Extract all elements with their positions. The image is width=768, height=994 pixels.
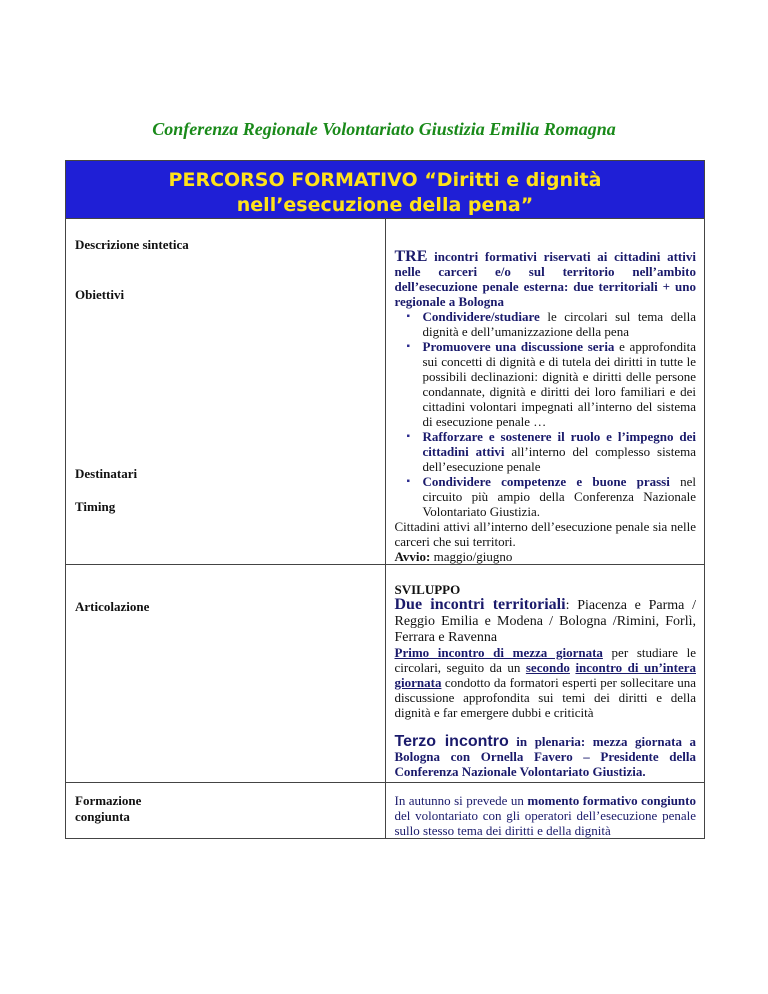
obiettivo-item: ▪ Condividere competenze e buone prassi nel circuito più ampio della Conferenza Nazionale Volontariato Giustizia. <box>406 474 696 519</box>
obiettivo-item: ▪ Promuovere una discussione seria e approfondita sui concetti di dignità e di tutela dei diritti in tutte le possibili declinazioni: dignità e diritti delle persone condannate, dignità e diritti dei loro familiari e dei cittadini volontari impegnati all’interno del sistema di esecuzione penale … <box>406 339 696 429</box>
obiettivi-list <box>395 309 697 519</box>
obiettivo-item: ▪ Condividere/studiare le circolari sul tema della dignità e dell’umanizzazione della pena <box>406 309 696 339</box>
label-articolazione-cell <box>66 565 386 783</box>
label-obiettivi: Obiettivi <box>75 287 125 302</box>
label-descrizione: Descrizione sintetica <box>75 237 189 252</box>
conference-title: Conferenza Regionale Volontariato Giustizia Emilia Romagna <box>152 119 616 139</box>
formazione-cell <box>385 783 705 839</box>
square-bullet-icon: ▪ <box>406 341 411 352</box>
primo-incontro-text: Primo incontro di mezza giornata per studiare le circolari, seguito da un secondo incontro di un’intera giornata condotto da formatori esperti per sollecitare una discussione approfondita sui temi dei diritti e della dignità e far emergere dubbi e criticità <box>394 645 697 720</box>
terzo-incontro-text: Terzo incontro in plenaria: mezza giornata a Bologna con Ornella Favero – Presidente della Conferenza Nazionale Volontariato Giustizia. <box>394 733 696 779</box>
course-header <box>66 161 705 219</box>
sviluppo-heading: SVILUPPO <box>394 582 461 597</box>
square-bullet-icon: ▪ <box>406 311 411 322</box>
label-timing: Timing <box>75 499 116 514</box>
course-table <box>65 160 705 839</box>
label-destinatari: Destinatari <box>75 466 138 481</box>
timing-text: Avvio: maggio/giugno <box>394 549 513 564</box>
square-bullet-icon: ▪ <box>406 476 411 487</box>
tre-word: TRE <box>394 248 428 265</box>
destinatari-text: Cittadini attivi all’interno dell’esecuzione penale sia nelle carceri che sui territori. <box>394 519 696 549</box>
square-bullet-icon: ▪ <box>406 431 411 442</box>
header-line-2: nell’esecuzione della pena” <box>236 194 534 216</box>
formazione-text: In autunno si prevede un momento formativo congiunto del volontariato con gli operatori dell’esecuzione penale sullo stesso tema dei diritti e della dignità <box>394 793 696 838</box>
content-cell-top <box>385 219 705 565</box>
due-incontri-text: Due incontri territoriali: Piacenza e Parma / Reggio Emilia e Modena / Bologna /Rimini, Forlì, Ferrara e Ravenna <box>394 596 696 645</box>
label-formazione-cell <box>66 783 386 839</box>
header-line-1: PERCORSO FORMATIVO “Diritti e dignità <box>168 169 602 191</box>
label-formazione: Formazione congiunta <box>75 793 142 824</box>
descrizione-text: TRE incontri formativi riservati ai cittadini attivi nelle carceri e/o sul territorio nell’ambito dell’esecuzione penale esterna: due territoriali + uno regionale a Bologna <box>394 248 696 309</box>
articolazione-cell <box>385 565 705 783</box>
labels-cell-top <box>66 219 386 565</box>
obiettivo-item: ▪ Rafforzare e sostenere il ruolo e l’impegno dei cittadini attivi all’interno del complesso sistema dell’esecuzione penale <box>406 429 697 474</box>
label-articolazione: Articolazione <box>75 599 150 614</box>
